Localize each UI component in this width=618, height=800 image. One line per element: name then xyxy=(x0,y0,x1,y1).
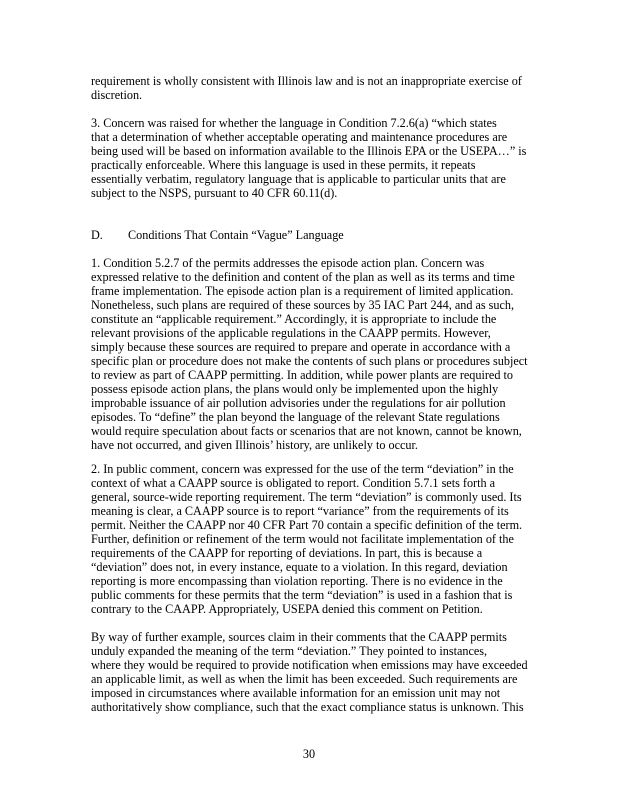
text-line: 1. Condition 5.2.7 of the permits addresses the episode action plan. Concern was xyxy=(91,256,485,270)
text-line: context of what a CAAPP source is obligated to report. Condition 5.7.1 sets forth a xyxy=(91,476,496,490)
text-line: simply because these sources are required to prepare and operate in accordance with a xyxy=(91,340,511,354)
text-line: possess episode action plans, the plans would only be implemented upon the highly xyxy=(91,382,499,396)
text-line: contrary to the CAAPP. Appropriately, USEPA denied this comment on Petition. xyxy=(91,602,483,616)
text-line: discretion. xyxy=(91,88,143,102)
text-line: being used will be based on information available to the Illinois EPA or the USEPA…” is xyxy=(91,144,527,158)
text-line: that a determination of whether acceptable operating and maintenance procedures are xyxy=(91,130,508,144)
text-line: where they would be required to provide notification when emissions may have exceeded xyxy=(91,658,528,672)
text-line: essentially verbatim, regulatory language that is applicable to particular units that are xyxy=(91,172,506,186)
paragraph-further-example xyxy=(91,630,581,714)
text-line: Further, definition or refinement of the term would not facilitate implementation of the xyxy=(91,532,514,546)
text-line: permit. Neither the CAAPP nor 40 CFR Part 70 contain a specific definition of the term. xyxy=(91,518,523,532)
paragraph-item-2 xyxy=(91,462,581,616)
text-line: “deviation” does not, in every instance, equate to a violation. In this regard, deviation xyxy=(91,560,508,574)
text-line: reporting is more encompassing than violation reporting. There is no evidence in the xyxy=(91,574,503,588)
text-line: specific plan or procedure does not make the contents of such plans or procedures subject xyxy=(91,354,528,368)
text-line: would require speculation about facts or scenarios that are not known, cannot be known, xyxy=(91,424,522,438)
text-line: general, source-wide reporting requirement. The term “deviation” is commonly used. Its xyxy=(91,490,522,504)
text-line: 3. Concern was raised for whether the language in Condition 7.2.6(a) “which states xyxy=(91,116,497,130)
text-line: requirement is wholly consistent with Illinois law and is not an inappropriate exercise of xyxy=(91,74,522,88)
text-line: public comments for these permits that the term “deviation” is used in a fashion that is xyxy=(91,588,513,602)
section-title: Conditions That Contain “Vague” Language xyxy=(128,228,344,242)
section-number: D. xyxy=(91,228,103,242)
text-line: episodes. To “define” the plan beyond the language of the relevant State regulations xyxy=(91,410,500,424)
text-line: constitute an “applicable requirement.” Accordingly, it is appropriate to include the xyxy=(91,312,497,326)
text-line: imposed in circumstances where available information for an emission unit may not xyxy=(91,686,501,700)
text-line: to review as part of CAAPP permitting. In addition, while power plants are required to xyxy=(91,368,513,382)
text-line: expressed relative to the definition and content of the plan as well as its terms and time xyxy=(91,270,515,284)
text-line: meaning is clear, a CAAPP source is to report “variance” from the requirements of its xyxy=(91,504,509,518)
text-line: unduly expanded the meaning of the term “deviation.” They pointed to instances, xyxy=(91,644,488,658)
text-line: authoritatively show compliance, such that the exact compliance status is unknown. This xyxy=(91,700,524,714)
text-line: relevant provisions of the applicable regulations in the CAAPP permits. However, xyxy=(91,326,491,340)
text-line: improbable issuance of air pollution advisories under the regulations for air pollution xyxy=(91,396,506,410)
text-line: have not occurred, and given Illinois’ history, are unlikely to occur. xyxy=(91,438,418,452)
section-heading xyxy=(91,228,344,242)
page-number: 30 xyxy=(302,747,316,761)
paragraph-item-1 xyxy=(91,256,581,452)
text-line: requirements of the CAAPP for reporting of deviations. In part, this is because a xyxy=(91,546,483,560)
paragraph-item-3 xyxy=(91,116,581,200)
text-line: By way of further example, sources claim in their comments that the CAAPP permits xyxy=(91,630,507,644)
text-line: an applicable limit, as well as when the limit has been exceeded. Such requirements are xyxy=(91,672,518,686)
text-line: 2. In public comment, concern was expressed for the use of the term “deviation” in the xyxy=(91,462,514,476)
text-line: subject to the NSPS, pursuant to 40 CFR 60.11(d). xyxy=(91,186,338,200)
paragraph-continuation xyxy=(91,74,581,102)
text-line: Nonetheless, such plans are required of these sources by 35 IAC Part 244, and as such, xyxy=(91,298,515,312)
text-line: frame implementation. The episode action plan is a requirement of limited application. xyxy=(91,284,514,298)
text-line: practically enforceable. Where this language is used in these permits, it repeats xyxy=(91,158,476,172)
